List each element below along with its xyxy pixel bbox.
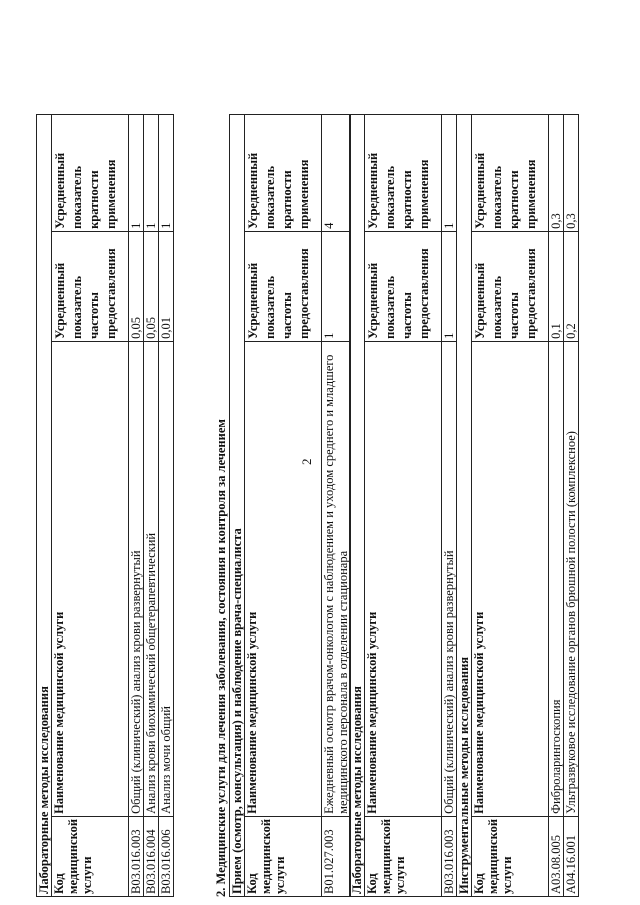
table-row [129, 114, 144, 896]
cell-frequency: 1 [322, 231, 351, 341]
cell-multiplicity: 4 [322, 114, 351, 231]
cell-name: Анализ мочи общий [159, 341, 174, 816]
header-frequency: Усредненный показатель частоты предоставления [472, 231, 549, 341]
table-row [322, 114, 351, 896]
header-code: Код медицинской услуги [472, 816, 549, 896]
consultation-table [229, 114, 351, 897]
table-caption: Инструментальные методы исследования [457, 114, 472, 896]
cell-name: Анализ крови биохимический общетерапевтический [144, 341, 159, 816]
cell-frequency: 0,05 [129, 231, 144, 341]
cell-name: Фиброларингоскопия [549, 341, 564, 816]
cell-multiplicity: 1 [159, 114, 174, 231]
cell-frequency: 0,2 [564, 231, 579, 341]
cell-code: B03.016.003 [442, 816, 457, 896]
cell-code: B03.016.003 [129, 816, 144, 896]
header-name: Наименование медицинской услуги [365, 341, 442, 816]
table-row [564, 114, 579, 896]
header-multiplicity: Усредненный показатель кратности применения [52, 114, 129, 231]
cell-code: A03.08.005 [549, 816, 564, 896]
header-frequency: Усредненный показатель частоты предоставления [52, 231, 129, 341]
table-caption: Лабораторные методы исследования [350, 114, 365, 896]
cell-multiplicity: 0,3 [564, 114, 579, 231]
cell-frequency: 0,01 [159, 231, 174, 341]
table-row [549, 114, 564, 896]
header-code: Код медицинской услуги [245, 816, 322, 896]
table-caption: Лабораторные методы исследования [37, 114, 52, 896]
lab-methods-table-1 [36, 114, 174, 897]
header-multiplicity: Усредненный показатель кратности применения [245, 114, 322, 231]
header-multiplicity: Усредненный показатель кратности применения [472, 114, 549, 231]
header-frequency: Усредненный показатель частоты предоставления [365, 231, 442, 341]
cell-multiplicity: 1 [129, 114, 144, 231]
cell-multiplicity: 1 [144, 114, 159, 231]
header-name: Наименование медицинской услуги [52, 341, 129, 816]
header-multiplicity: Усредненный показатель кратности применения [365, 114, 442, 231]
cell-name: Общий (клинический) анализ крови развернутый [129, 341, 144, 816]
cell-code: B03.016.004 [144, 816, 159, 896]
table-caption: Прием (осмотр, консультация) и наблюдение врача-специалиста [230, 114, 245, 896]
cell-frequency: 0,05 [144, 231, 159, 341]
table-row [159, 114, 174, 896]
header-frequency: Усредненный показатель частоты предоставления [245, 231, 322, 341]
cell-multiplicity: 0,3 [549, 114, 564, 231]
cell-multiplicity: 1 [442, 114, 457, 231]
header-code: Код медицинской услуги [365, 816, 442, 896]
section-2-title: 2. Медицинские услуги для лечения заболевания, состояния и контроля за лечением [214, 419, 228, 897]
lab-instrumental-table [349, 114, 579, 897]
cell-code: A04.16.001 [564, 816, 579, 896]
cell-frequency: 1 [442, 231, 457, 341]
header-name: Наименование медицинской услуги [472, 341, 549, 816]
header-code: Код медицинской услуги [52, 816, 129, 896]
page-number: 2 [299, 458, 314, 465]
table-row [442, 114, 457, 896]
table-row [144, 114, 159, 896]
cell-name: Ультразвуковое исследование органов брюшной полости (комплексное) [564, 341, 579, 816]
cell-code: B01.027.003 [322, 816, 351, 896]
cell-frequency: 0,1 [549, 231, 564, 341]
cell-code: B03.016.006 [159, 816, 174, 896]
header-name: Наименование медицинской услуги [245, 341, 322, 816]
cell-name: Ежедневный осмотр врачом-онкологом с наблюдением и уходом среднего и младшего медицинского персонала в отделении стационара [322, 341, 351, 816]
cell-name: Общий (клинический) анализ крови развернутый [442, 341, 457, 816]
